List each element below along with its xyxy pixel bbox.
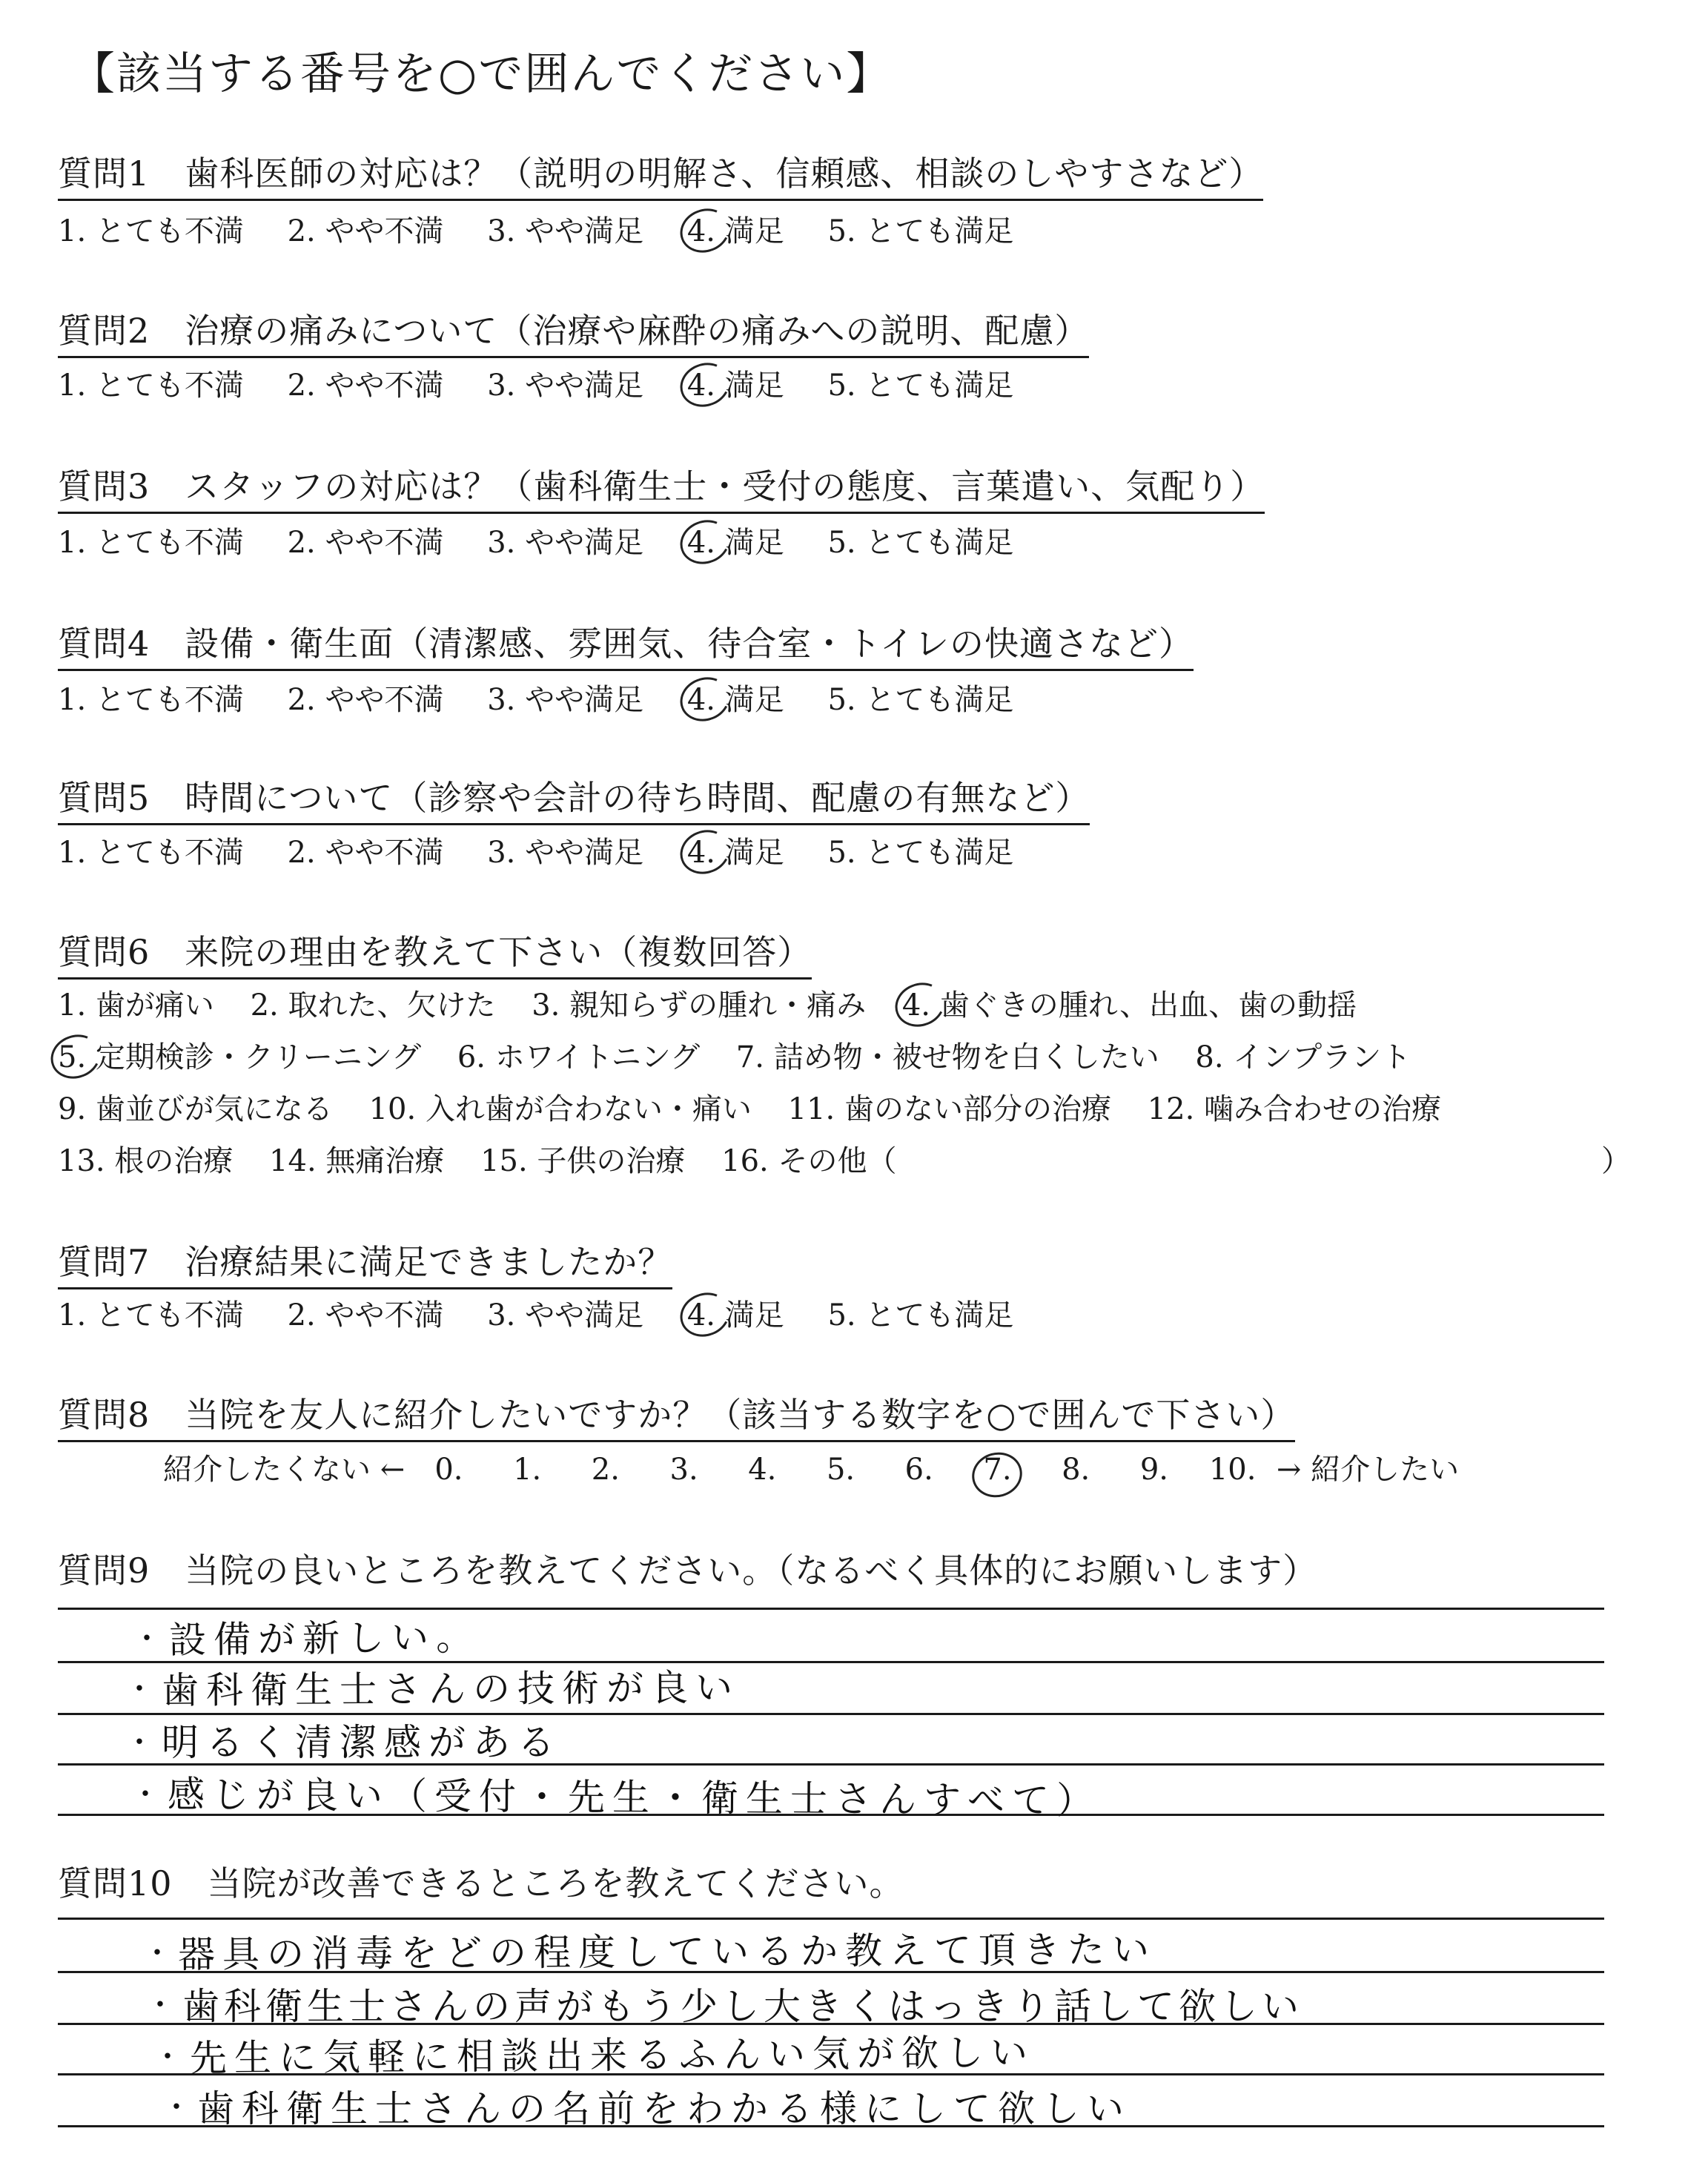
question-1-options: [58, 208, 1047, 250]
q6-option-4-selected[interactable]: 4. 歯ぐきの腫れ、出血、歯の動揺: [902, 982, 1357, 1024]
q5-option-4-selected[interactable]: 4. 満足: [687, 829, 784, 871]
q6-option-3[interactable]: 3. 親知らずの腫れ・痛み: [532, 988, 867, 1023]
question-5-options: [58, 829, 1047, 871]
q8-scale-5[interactable]: 5.: [826, 1453, 855, 1487]
q8-scale-2[interactable]: 2.: [591, 1453, 620, 1487]
q6-option-7[interactable]: 7. 詰め物・被せ物を白くしたい: [735, 1040, 1159, 1074]
q10-answer-1[interactable]: 器具の消毒をどの程度しているか教えて頂きたい: [177, 1928, 1157, 1976]
q6-option-9[interactable]: 9. 歯並びが気になる: [58, 1092, 333, 1126]
q6-option-8[interactable]: 8. インプラント: [1195, 1040, 1411, 1074]
q6-row-3: [58, 1086, 1468, 1128]
q2-option-5[interactable]: 5. とても満足: [827, 369, 1014, 403]
q1-option-5[interactable]: 5. とても満足: [827, 214, 1014, 248]
q6-option-14[interactable]: 14. 無痛治療: [269, 1144, 445, 1178]
question-8-title: 質問8 当院を友人に紹介したいですか？（該当する数字を○で囲んで下さい）: [58, 1388, 1295, 1442]
q5-option-1[interactable]: 1. とても不満: [58, 836, 244, 870]
q4-option-1[interactable]: 1. とても不満: [58, 683, 244, 717]
q6-row-4: [58, 1137, 923, 1180]
question-2-options: [58, 362, 1047, 404]
q6-row-1: [58, 982, 1383, 1024]
question-7-options: [58, 1292, 1047, 1334]
q6-option-5-selected[interactable]: 5. 定期検診・クリーニング: [58, 1034, 421, 1076]
q6-option-16-close-paren: ）: [1601, 1144, 1631, 1178]
q6-option-2[interactable]: 2. 取れた、欠けた: [250, 988, 496, 1023]
q7-option-3[interactable]: 3. やや満足: [487, 1298, 644, 1332]
q2-option-3[interactable]: 3. やや満足: [487, 369, 644, 403]
q9-answer-1-bullet: ・: [132, 1622, 162, 1656]
q2-option-1[interactable]: 1. とても不満: [58, 369, 244, 403]
q1-option-1[interactable]: 1. とても不満: [58, 214, 244, 248]
q8-recommend-scale: [163, 1446, 1459, 1488]
q9-answer-1[interactable]: 設備が新しい。: [168, 1615, 481, 1662]
q6-option-15[interactable]: 15. 子供の治療: [480, 1144, 686, 1178]
form-instruction-header: 【該当する番号を○で囲んでください】: [70, 48, 893, 100]
q7-option-1[interactable]: 1. とても不満: [58, 1298, 244, 1332]
q1-option-4-selected[interactable]: 4. 満足: [687, 208, 784, 250]
q3-option-1[interactable]: 1. とても不満: [58, 526, 244, 560]
question-6-title: 質問6 来院の理由を教えて下さい（複数回答）: [58, 925, 812, 980]
q8-scale-10[interactable]: 10.: [1208, 1453, 1257, 1487]
q8-scale-1[interactable]: 1.: [513, 1453, 542, 1487]
q1-option-3[interactable]: 3. やや満足: [487, 214, 644, 248]
q7-option-5[interactable]: 5. とても満足: [827, 1298, 1014, 1332]
q9-answer-3[interactable]: 明るく清潔感がある: [162, 1721, 562, 1764]
q6-option-13[interactable]: 13. 根の治療: [58, 1144, 234, 1178]
q8-scale-3[interactable]: 3.: [669, 1453, 698, 1487]
q2-option-2[interactable]: 2. やや不満: [287, 369, 444, 403]
q10-answer-2-bullet: ・: [145, 1988, 175, 2022]
q9-answer-4[interactable]: 感じが良い（受付・先生・衛生士さんすべて）: [167, 1773, 1102, 1823]
question-2-title: 質問2 治療の痛みについて（治療や麻酔の痛みへの説明、配慮）: [58, 304, 1089, 358]
q9-answer-2[interactable]: 歯科衛生士さんの技術が良い: [161, 1665, 741, 1712]
q6-option-12[interactable]: 12. 噛み合わせの治療: [1147, 1092, 1442, 1126]
q7-option-4-selected[interactable]: 4. 満足: [687, 1292, 784, 1334]
q10-write-line-1: [58, 1918, 1604, 1920]
question-4-title: 質問4 設備・衛生面（清潔感、雰囲気、待合室・トイレの快適さなど）: [58, 617, 1194, 671]
q3-option-4-selected[interactable]: 4. 満足: [687, 519, 784, 561]
question-4-options: [58, 676, 1047, 719]
q8-scale-7-selected[interactable]: 7.: [963, 1453, 1032, 1487]
q10-answer-3[interactable]: 先生に気軽に相談出来るふんい気が欲しい: [189, 2031, 1036, 2080]
q5-option-5[interactable]: 5. とても満足: [827, 836, 1014, 870]
q8-scale-0[interactable]: 0.: [434, 1453, 463, 1487]
q9-answer-2-bullet: ・: [125, 1672, 154, 1706]
q6-option-16[interactable]: 16. その他（: [721, 1144, 897, 1178]
q3-option-2[interactable]: 2. やや不満: [287, 526, 444, 560]
question-10-title: 質問10 当院が改善できるところを教えてください。: [58, 1863, 904, 1903]
question-3-options: [58, 519, 1047, 561]
q10-answer-4[interactable]: 歯科衛生士さんの名前をわかる様にして欲しい: [197, 2087, 1131, 2130]
question-5-title: 質問5 時間について（診察や会計の待ち時間、配慮の有無など）: [58, 771, 1090, 825]
question-9-title: 質問9 当院の良いところを教えてください。（なるべく具体的にお願いします）: [58, 1550, 1318, 1591]
q8-left-label: 紹介したくない ←: [163, 1453, 406, 1487]
q6-option-11[interactable]: 11. 歯のない部分の治療: [787, 1092, 1111, 1126]
q7-option-2[interactable]: 2. やや不満: [287, 1298, 444, 1332]
q1-option-2[interactable]: 2. やや不満: [287, 214, 444, 248]
q6-option-6[interactable]: 6. ホワイトニング: [457, 1040, 701, 1074]
q8-right-label: → 紹介したい: [1276, 1453, 1460, 1487]
q6-option-1[interactable]: 1. 歯が痛い: [58, 988, 214, 1023]
q10-answer-3-bullet: ・: [153, 2040, 182, 2074]
q4-option-3[interactable]: 3. やや満足: [487, 683, 644, 717]
question-1-title: 質問1 歯科医師の対応は？（説明の明解さ、信頼感、相談のしやすさなど）: [58, 147, 1263, 201]
q10-answer-2[interactable]: 歯科衛生士さんの声がもう少し大きくはっきり話して欲しい: [182, 1985, 1303, 2028]
q5-option-3[interactable]: 3. やや満足: [487, 836, 644, 870]
q8-scale-8[interactable]: 8.: [1062, 1453, 1090, 1487]
q8-scale-9[interactable]: 9.: [1139, 1453, 1168, 1487]
q3-option-5[interactable]: 5. とても満足: [827, 526, 1014, 560]
q6-row-2: [58, 1034, 1437, 1076]
q4-option-5[interactable]: 5. とても満足: [827, 683, 1014, 717]
q4-option-4-selected[interactable]: 4. 満足: [687, 676, 784, 719]
q9-answer-3-bullet: ・: [125, 1725, 154, 1760]
q8-scale-6[interactable]: 6.: [904, 1453, 933, 1487]
q5-option-2[interactable]: 2. やや不満: [287, 836, 444, 870]
q9-answer-4-bullet: ・: [130, 1777, 160, 1811]
q8-scale-4[interactable]: 4.: [748, 1453, 777, 1487]
q6-option-10[interactable]: 10. 入れ歯が合わない・痛い: [368, 1092, 752, 1126]
q10-answer-1-bullet: ・: [142, 1936, 172, 1970]
q10-answer-4-bullet: ・: [162, 2090, 191, 2124]
question-7-title: 質問7 治療結果に満足できましたか？: [58, 1235, 672, 1289]
q2-option-4-selected[interactable]: 4. 満足: [687, 362, 784, 404]
q4-option-2[interactable]: 2. やや不満: [287, 683, 444, 717]
question-3-title: 質問3 スタッフの対応は？（歯科衛生士・受付の態度、言葉遣い、気配り）: [58, 460, 1265, 514]
q3-option-3[interactable]: 3. やや満足: [487, 526, 644, 560]
